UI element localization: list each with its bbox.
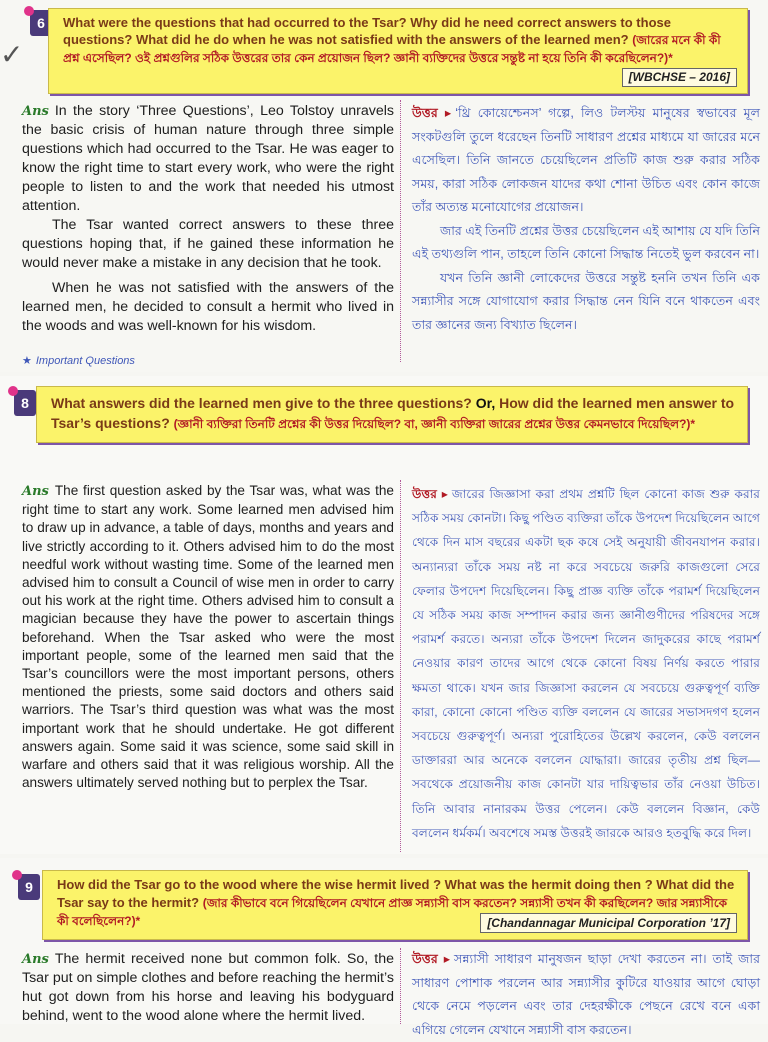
answer-8-bn-para-1: উত্তর ▸ জারের জিজ্ঞাসা করা প্রথম প্রশ্নটি ছিল কোনো কাজ শুরু করার সঠিক সময় কোনটা। কিছু পণ্ডিত ব্যক্তিরা তাঁকে উপদেশ দিয়েছিলেন আগে থেকে দিন মাস বছরের একটা ছক কষে সেই অনুযায়ী জীবনযাপন করার। অন্যান্যরা তাঁকে সময় নষ্ট না করে সবচেয়ে জরুরি কাজগুলো সেরে ফেলার উপদেশ দিয়েছিলেন। কিছু প্রাজ্ঞ ব্যক্তি তাঁকে পরামর্শ দিয়েছিলেন যে সঠিক সময় কাজ সম্পাদন করার জন্য জ্ঞানীগুণীদের পরিষদের সঙ্গে পরামর্শ করতে। অন্যরা তাঁকে উপদেশ দিলেন জাদুকরের কাছে পরামর্শ নেওয়ার কারণ তাদের আগে থেকে কোনো বিষয় নির্ণয় করতে পারার ক্ষমতা থাকে। যখন জার জিজ্ঞাসা করলেন যে সবচেয়ে গুরুত্বপূর্ণ ব্যক্তি কারা, কোনো কোনো পণ্ডিত ব্যক্তি বললেন যে জারের সভাসদগণ হলেন সবচেয়ে গুরুত্বপূর্ণ। অন্যরা পুরোহিতের উল্লেখ করলেন, কেউ বললেন ডাক্তাররা আর অনেকে বললেন যোদ্ধারা। জারের তৃতীয় প্রশ্ন ছিল— সবথেকে প্রয়োজনীয় কাজ কোনটা যার দায়িত্বভার তাঁর নেওয়া উচিত। তিনি আবার নানারকম উত্তর পেলেন। কেউ বললেন বিজ্ঞান, কেউ বললেন ধর্মকর্ম। অবশেষে সমস্ত উত্তরই জারকে আরও হতবুদ্ধি করে দিল। xyxy=(412,487,760,840)
answer-8-bengali xyxy=(412,482,760,845)
column-divider xyxy=(400,480,401,852)
answer-6-para-3: When he was not satisfied with the answers of the learned men, he decided to consult a hermit who lived in the woods and was well-known for his wisdom. xyxy=(22,280,394,334)
answer-label: Ans xyxy=(22,484,49,499)
question-9-english: How did the Tsar go to the wood where the wise hermit lived ? What was the hermit doing then ? What did the Tsar say to the hermit? xyxy=(57,877,735,910)
answer-9-para-1: Ans The hermit received none but common folk. So, the Tsar put on simple clothes and before reaching the hermit’s hut got down from his horse and leaving his bodyguard behind, went to the wood alone where the hermit lived. xyxy=(22,951,394,1024)
bengali-answer-label: উত্তর ▸ xyxy=(412,487,448,501)
answer-8-english xyxy=(22,482,394,792)
answer-label: Ans xyxy=(22,952,49,967)
bengali-answer-label: উত্তর ▸ xyxy=(412,106,452,120)
question-6-bengali: (জারের মনে কী কী প্রশ্ন এসেছিল? ওই প্রশ্নগুলির সঠিক উত্তরের তার কেন প্রয়োজন ছিল? জ্ঞানী ব্যক্তিদের উত্তরে সন্তুষ্ট না হয়ে তিনি কী করেছিলেন?)* xyxy=(63,33,721,65)
answer-6-para-1: Ans In the story ‘Three Questions’, Leo Tolstoy unravels the basic crisis of human nature through three simple questions which had occurred to the Tsar. He was eager to know the right time to start every work, who were the right people to listen to and the work that needed his utmost attention. xyxy=(22,103,394,214)
answer-6-bn-para-1: উত্তর ▸ ‘থ্রি কোয়েশ্চেনস’ গল্পে, লিও টলস্টয় মানুষের স্বভাবের মূল সংকটগুলি তুলে ধরেছেন তিনটি সাধারণ প্রশ্নের মাধ্যমে যা জারের মনে এসেছিল। তিনি জানতে চেয়েছিলেন প্রতিটি কাজ শুরু করার সঠিক সময়, কারা সঠিক লোকজন যাদের কথা শোনা উচিত এবং কোন কাজে তাঁর অত্যন্ত মনোযোগের প্রয়োজন। xyxy=(412,106,760,214)
column-divider xyxy=(400,948,401,1024)
answer-9-bengali xyxy=(412,948,760,1042)
question-8-section xyxy=(0,376,768,854)
question-9-bengali: (জার কীভাবে বনে গিয়েছিলেন যেখানে প্রাজ্ঞ সন্ন্যাসী বাস করতেন? সন্ন্যাসী তখন কী করছিলেন? জার সন্ন্যাসীকে কী বলেছিলেন?)* xyxy=(57,896,728,928)
question-number-6: 6 xyxy=(30,10,52,36)
question-8-box xyxy=(36,386,748,443)
answer-9-english xyxy=(22,950,394,1026)
question-6-section xyxy=(0,0,768,372)
important-questions-note: ★ Important Questions xyxy=(22,354,135,367)
tick-icon: ✓ xyxy=(0,38,24,71)
answer-label: Ans xyxy=(22,104,49,119)
answer-8-para-1: Ans The first question asked by the Tsar was, what was the right time to start any work. Some learned men advised him to draw up in advance, a table of days, months and years and live strictly according to it. Others advised him to do the most needful work without wasting time. Some of the learned men advised him to consult a Council of wise men in order to carry out his work at the right time. Others advised him to consult a magician because they have the power to ascertain things beforehand. When the Tsar asked who were the most important people, some of the learned men said that the Tsar’s councillors were the most important persons, others mentioned the priests, some said doctors and others said warriors. The Tsar’s third question was what was the most important work that he should undertake. He got different answers again. Some said it was science, some said skill in warfare and others said that it was religious worship. All the answers ultimately served nothing but to perplex the Tsar. xyxy=(22,483,394,791)
answer-6-bengali xyxy=(412,102,760,337)
question-8-english-a: What answers did the learned men give to the three questions? xyxy=(51,395,472,411)
question-6-reference: [WBCHSE – 2016] xyxy=(622,68,737,87)
question-6-english: What were the questions that had occurred to the Tsar? Why did he need correct answers to those questions? What did he do when he was not satisfied with the answers of the learned men? xyxy=(63,15,671,47)
question-8-or: Or, xyxy=(475,395,496,411)
answer-6-bn-para-3: যখন তিনি জ্ঞানী লোকেদের উত্তরে সন্তুষ্ট হননি তখন তিনি এক সন্ন্যাসীর সঙ্গে যোগাযোগ করার সিদ্ধান্ত নেন যিনি বনে থাকতেন এবং তার জ্ঞানের জন্য বিখ্যাত ছিলেন। xyxy=(412,270,760,332)
question-6-box xyxy=(48,8,748,94)
question-number-9: 9 xyxy=(18,874,40,900)
bengali-answer-label: উত্তর ▸ xyxy=(412,952,451,966)
question-9-box xyxy=(42,870,748,940)
answer-9-bn-para-1: উত্তর ▸ সন্ন্যাসী সাধারণ মানুষজন ছাড়া দেখা করতেন না। তাই জার সাধারণ পোশাক পরলেন আর সন্ন্যাসীর কুটিরে যাওয়ার আগে ঘোড়া থেকে নেমে পড়লেন এবং তার দেহরক্ষীকে পেছনে রেখে বনে একা এগিয়ে গেলেন যেখানে সন্ন্যাসী বাস করতেন। xyxy=(412,952,760,1037)
answer-6-bn-para-2: জার এই তিনটি প্রশ্নের উত্তর চেয়েছিলেন এই আশায় যে যদি তিনি এই তথ্যগুলি পান, তাহলে তিনি কোনো সিদ্ধান্ত নিতেই ভুল করবেন না। xyxy=(412,223,760,261)
question-number-8: 8 xyxy=(14,390,36,416)
column-divider xyxy=(400,100,401,362)
question-9-reference: [Chandannagar Municipal Corporation ’17] xyxy=(480,913,737,933)
answer-6-english xyxy=(22,102,394,336)
answer-6-para-2: The Tsar wanted correct answers to these three questions hoping that, if he gained these information he would never make a mistake in any decision that he took. xyxy=(22,217,394,271)
question-9-section xyxy=(0,858,768,1037)
question-8-bengali: (জ্ঞানী ব্যক্তিরা তিনটি প্রশ্নের কী উত্তর দিয়েছিল? বা, জ্ঞানী ব্যক্তিরা জারের প্রশ্নের উত্তর কেমনভাবে দিয়েছিল?)* xyxy=(173,417,696,431)
question-8-english-b: How did the learned men answer to Tsar’s questions? xyxy=(51,395,735,431)
